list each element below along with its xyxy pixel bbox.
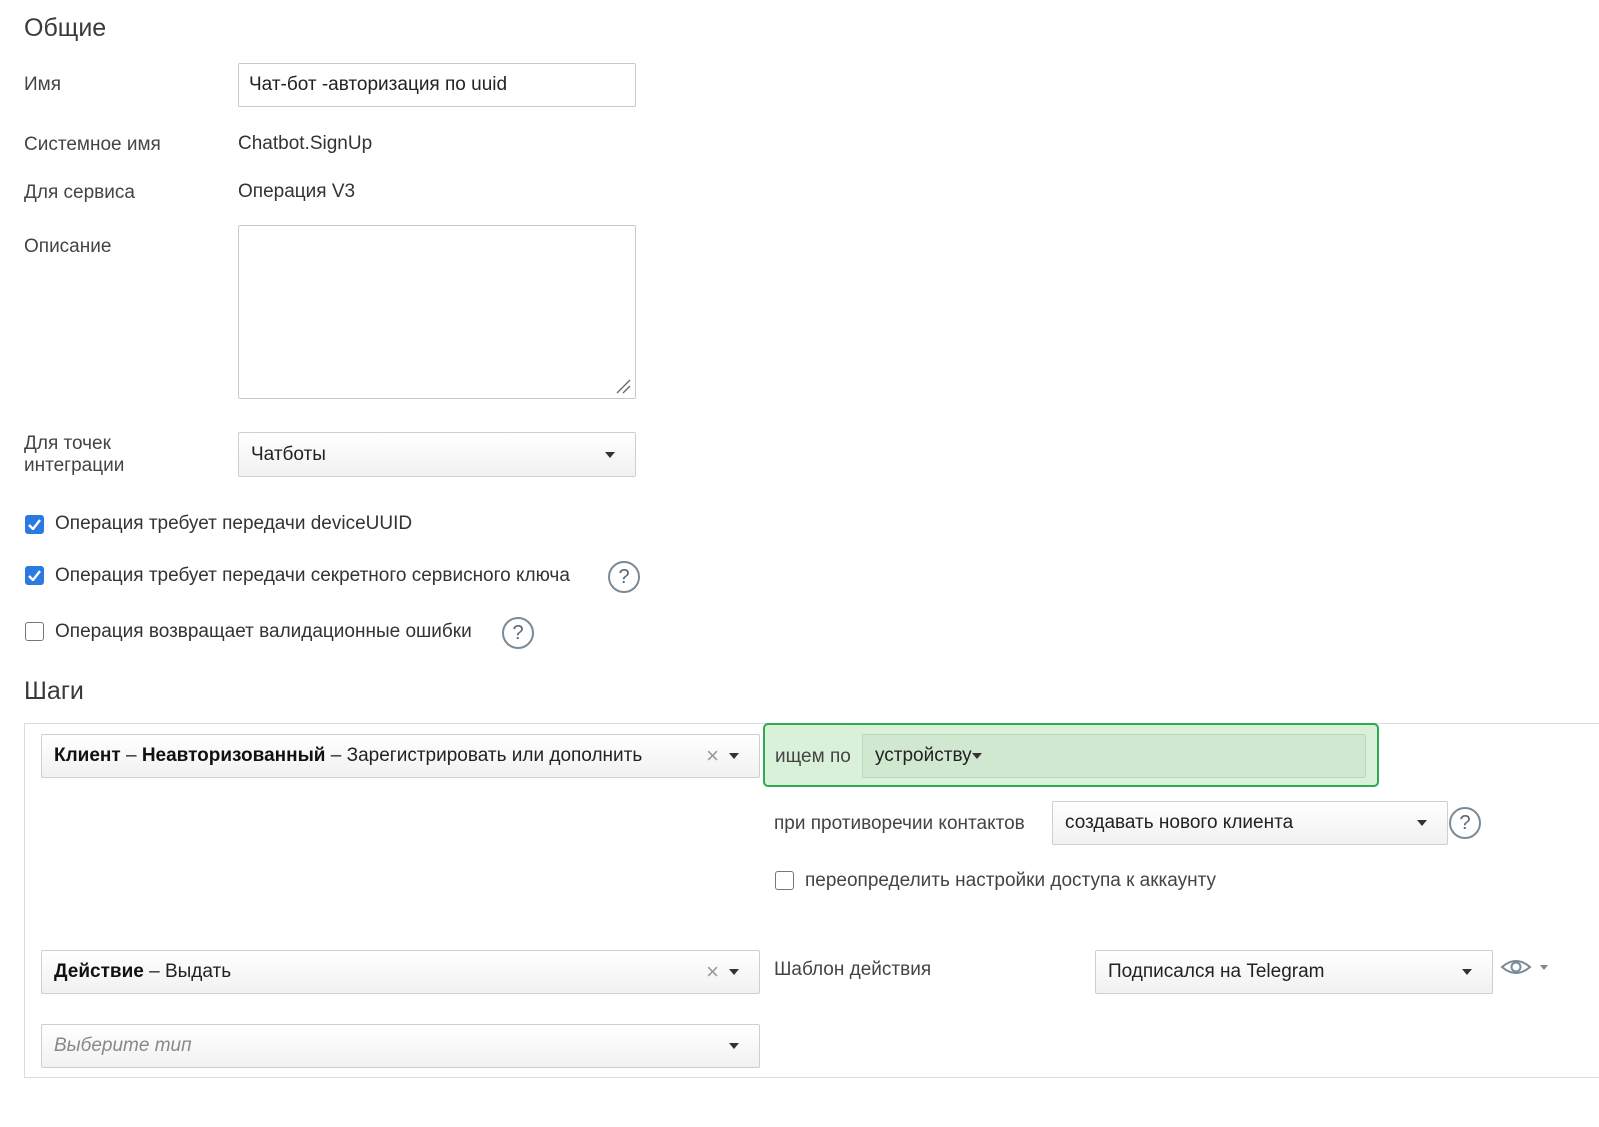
override-label: переопределить настройки доступа к аккаунту <box>805 870 1217 891</box>
resize-grip-icon[interactable] <box>615 378 631 394</box>
template-value: Подписался на Telegram <box>1108 961 1325 982</box>
question-circle-icon[interactable]: ? <box>502 617 534 649</box>
system-name-label: Системное имя <box>24 134 161 155</box>
option-label-device-uuid: Операция требует передачи deviceUUID <box>55 513 413 534</box>
step-client-sep2: – <box>325 745 347 766</box>
check-icon <box>28 519 41 530</box>
integration-select-value: Чатботы <box>251 443 326 465</box>
option-label-validation-errors: Операция возвращает валидационные ошибки <box>55 621 472 642</box>
conflict-select[interactable] <box>1052 801 1448 845</box>
name-label: Имя <box>24 74 62 95</box>
caret-down-icon <box>1417 820 1427 826</box>
caret-down-icon <box>729 1043 739 1049</box>
type-placeholder: Выберите тип <box>54 1035 192 1056</box>
search-by-select[interactable] <box>862 734 1366 778</box>
caret-down-icon <box>1462 969 1472 975</box>
step-action-select[interactable] <box>41 950 760 994</box>
description-textarea[interactable] <box>238 225 636 399</box>
step-action-entity: Действие <box>54 961 144 982</box>
eye-icon <box>1500 956 1532 978</box>
step-action-verb: Выдать <box>164 961 232 982</box>
template-select[interactable] <box>1095 950 1493 994</box>
integration-select[interactable] <box>238 432 636 477</box>
search-by-value: устройству <box>875 745 972 766</box>
system-name-value: Chatbot.SignUp <box>238 133 373 154</box>
checkbox-secret-key[interactable] <box>25 566 44 585</box>
checkbox-override-access[interactable] <box>775 871 794 890</box>
step-client-action: Зарегистрировать или дополнить <box>346 745 643 766</box>
step-action-sep1: – <box>143 961 165 982</box>
section-title-steps: Шаги <box>24 677 84 705</box>
question-circle-icon[interactable]: ? <box>608 561 640 593</box>
name-input[interactable] <box>238 63 636 107</box>
caret-down-icon <box>729 753 739 759</box>
caret-down-icon <box>972 753 982 759</box>
description-label: Описание <box>24 236 112 257</box>
caret-down-icon <box>605 452 615 458</box>
conflict-value: создавать нового клиента <box>1065 812 1294 833</box>
search-by-label: ищем по <box>775 746 851 767</box>
check-icon <box>28 570 41 581</box>
step-client-value <box>54 745 706 767</box>
checkbox-validation-errors[interactable] <box>25 622 44 641</box>
x-icon[interactable]: × <box>706 743 719 768</box>
option-label-secret-key: Операция требует передачи секретного сервисного ключа <box>55 565 570 586</box>
caret-down-icon <box>1540 965 1548 970</box>
service-value: Операция V3 <box>238 181 356 202</box>
step-client-status: Неавторизованный <box>141 745 326 766</box>
template-label: Шаблон действия <box>774 959 932 980</box>
step-client-select[interactable] <box>41 734 760 778</box>
step-client-entity: Клиент <box>54 745 121 766</box>
step-client-sep1: – <box>120 745 142 766</box>
caret-down-icon <box>729 969 739 975</box>
integration-label-line1: Для точек <box>24 433 111 454</box>
service-label: Для сервиса <box>24 182 135 203</box>
x-icon[interactable]: × <box>706 959 719 984</box>
checkbox-device-uuid[interactable] <box>25 515 44 534</box>
section-title-general: Общие <box>24 14 107 42</box>
integration-label-line2: интеграции <box>24 455 125 476</box>
step-action-value <box>54 961 706 983</box>
question-circle-icon[interactable]: ? <box>1449 807 1481 839</box>
integration-label <box>24 433 124 477</box>
preview-toggle[interactable] <box>1500 954 1560 980</box>
search-by-highlight <box>763 723 1379 787</box>
conflict-label: при противоречии контактов <box>774 813 1025 834</box>
type-select[interactable] <box>41 1024 760 1068</box>
name-input-value: Чат-бот -авторизация по uuid <box>249 74 508 95</box>
